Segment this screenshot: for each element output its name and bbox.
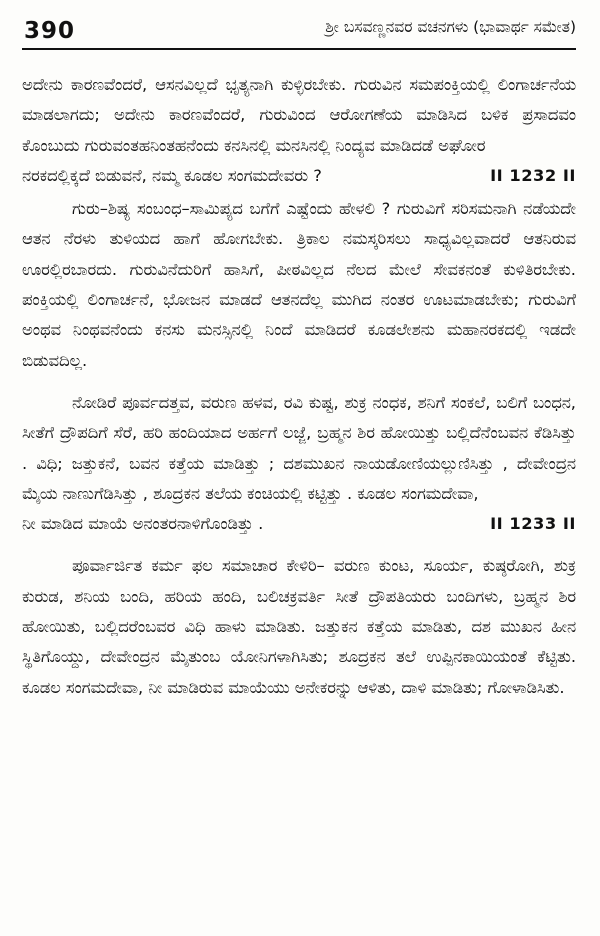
commentary-1233: ಪೂರ್ವಾರ್ಜಿತ ಕರ್ಮ ಫಲ ಸಮಾಚಾರ ಕೇಳಿರಿ– ವರುಣ ಕುಂಟ, ಸೂರ್ಯ, ಕುಷ್ಠರೋಗಿ, ಶುಕ್ರ ಕುರುಡ, ಶನಿಯ ಬಂದಿ, ಹರಿಯ ಹಂದಿ, ಬಲಿಚಕ್ರವರ್ತಿ ಸೀತೆ ದ್ರೌಪತಿಯರು ಬಂದಿಗಳು, ಬ್ರಹ್ಮನ ಶಿರ ಹೋಯಿತು, ಬಲ್ಲಿದರೆಂಬವರ ವಿಧಿ ಹಾಳು ಮಾಡಿತು. ಜತ್ತುಕನ ಕತ್ತೆಯ ಮಾಡಿತು, ದಶ ಮುಖನ ಹೀನ ಸ್ಥಿತಿಗೊಯ್ದು, ದೇವೇಂದ್ರನ ಮೈತುಂಬ ಯೋನಿಗಳಾಗಿಸಿತು; ಶೂದ್ರಕನ ತಲೆ ಉಪ್ಪಿನಕಾಯಿಯಂತೆ ಕೆಟ್ಟಿತು. ಕೂಡಲ ಸಂಗಮದೇವಾ, ನೀ ಮಾಡಿರುವ ಮಾಯೆಯು ಅನೇಕರನ್ನು ಆಳಿತು, ದಾಳಿ ಮಾಡಿತು; ಗೋಳಾಡಿಸಿತು. xyxy=(22,556,576,697)
header-rule xyxy=(22,48,576,50)
vachana-1233-last-line xyxy=(22,509,576,539)
vachana-1233-closing: ನೀ ಮಾಡಿದ ಮಾಯೆ ಅನಂತರನಾಳಿಗೊಂಡಿತ್ತು . xyxy=(22,514,264,534)
verse-number-1233: II 1233 II xyxy=(490,514,576,534)
page-number: 390 xyxy=(24,18,76,44)
vachana-1232 xyxy=(22,70,576,191)
page-body xyxy=(22,70,576,703)
vachana-1233 xyxy=(22,388,576,539)
running-title: ಶ್ರೀ ಬಸವಣ್ಣನವರ ವಚನಗಳು (ಭಾವಾರ್ಥ ಸಮೇತ) xyxy=(325,18,576,36)
vachana-1233-text: ನೋಡಿರೆ ಪೂರ್ವದತ್ತವ, ವರುಣ ಹಳವ, ರವಿ ಕುಷ್ಟ, ಶುಕ್ರ ನಂಧಕ, ಶನಿಗೆ ಸಂಕಲೆ, ಬಲಿಗೆ ಬಂಧನ, ಸೀತೆಗೆ ದ್ರೌಪದಿಗೆ ಸೆರೆ, ಹರಿ ಹಂದಿಯಾದ ಅರ್ಹಗೆ ಲಜ್ಜೆ, ಬ್ರಹ್ಮನ ಶಿರ ಹೋಯಿತ್ತು ಬಲ್ಲಿದೆನೆಂಬವನ ಕೆಡಿಸಿತ್ತು . ವಿಧಿ; ಜತ್ತುಕನೆ, ಬವನ ಕತ್ತೆಯ ಮಾಡಿತ್ತು ; ದಶಮುಖನ ನಾಯಡೋಣಿಯಲ್ಲುಣಿಸಿತ್ತು , ದೇವೇಂದ್ರನ ಮೈಯ ನಾಣುಗೆಡಿಸಿತ್ತು , ಶೂದ್ರಕನ ತಲೆಯ ಕಂಚಿಯಲ್ಲಿ ಕಟ್ಟಿತ್ತು . ಕೂಡಲ ಸಂಗಮದೇವಾ, xyxy=(22,392,576,503)
vachana-1232-closing: ನರಕದಲ್ಲಿಕ್ಕದೆ ಬಿಡುವನೆ, ನಮ್ಮ ಕೂಡಲ ಸಂಗಮದೇವರು ? xyxy=(22,165,322,185)
commentary-1232: ಗುರು–ಶಿಷ್ಯ ಸಂಬಂಧ–ಸಾಮಿಪ್ಯದ ಬಗೆಗೆ ಎಷ್ಟೆಂದು ಹೇಳಲಿ ? ಗುರುವಿಗೆ ಸರಿಸಮನಾಗಿ ನಡೆಯದೇ ಆತನ ನೆರಳು ತುಳಿಯದ ಹಾಗೆ ಹೋಗಬೇಕು. ತ್ರಿಕಾಲ ನಮಸ್ಕರಿಸಲು ಸಾಧ್ಯವಿಲ್ಲವಾದರೆ ಆತನಿರುವ ಊರಲ್ಲಿರಬಾರದು. ಗುರುವಿನೆದುರಿಗೆ ಹಾಸಿಗೆ, ಪೀಠವಿಲ್ಲದ ನೆಲದ ಮೇಲೆ ಸೇವಕನಂತೆ ಕುಳಿತಿರಬೇಕು. ಪಂಕ್ತಿಯಲ್ಲಿ ಲಿಂಗಾರ್ಚನೆ, ಭೋಜನ ಮಾಡದೆ ಆತನದೆಲ್ಲ ಮುಗಿದ ನಂತರ ಊಟಮಾಡಬೇಕು; ಗುರುವಿಗೆ ಅಂಥವ ನಿಂಥವನೆಂದು ಕನಸು ಮನಸ್ಸಿನಲ್ಲಿ ನಿಂದೆ ಮಾಡಿದರೆ ಕೂಡಲೇಶನು ಮಹಾನರಕದಲ್ಲಿ ಇಡದೇ ಬಿಡುವದಿಲ್ಲ. xyxy=(22,199,576,370)
vachana-1232-last-line xyxy=(22,161,576,191)
vachana-1232-text: ಅದೇನು ಕಾರಣವೆಂದರೆ, ಆಸನವಿಲ್ಲದೆ ಭೃತ್ಯನಾಗಿ ಕುಳ್ಳಿರಬೇಕು. ಗುರುವಿನ ಸಮಪಂಕ್ತಿಯಲ್ಲಿ ಲಿಂಗಾರ್ಚನೆಯ ಮಾಡಲಾಗದು; ಅದೇನು ಕಾರಣವೆಂದರೆ, ಗುರುವಿಂದ ಆರೋಗಣೆಯ ಮಾಡಿಸಿದ ಬಳಿಕ ಪ್ರಸಾದವಂ ಕೊಂಬುದು ಗುರುವಂತಹನಿಂತಹನೆಂದು ಕನಸಿನಲ್ಲಿ ಮನಸಿನಲ್ಲಿ ನಿಂದ್ಯವ ಮಾಡಿದಡೆ ಅಘೋರ xyxy=(22,75,576,155)
page-header xyxy=(22,14,576,50)
verse-number-1232: II 1232 II xyxy=(490,165,576,185)
